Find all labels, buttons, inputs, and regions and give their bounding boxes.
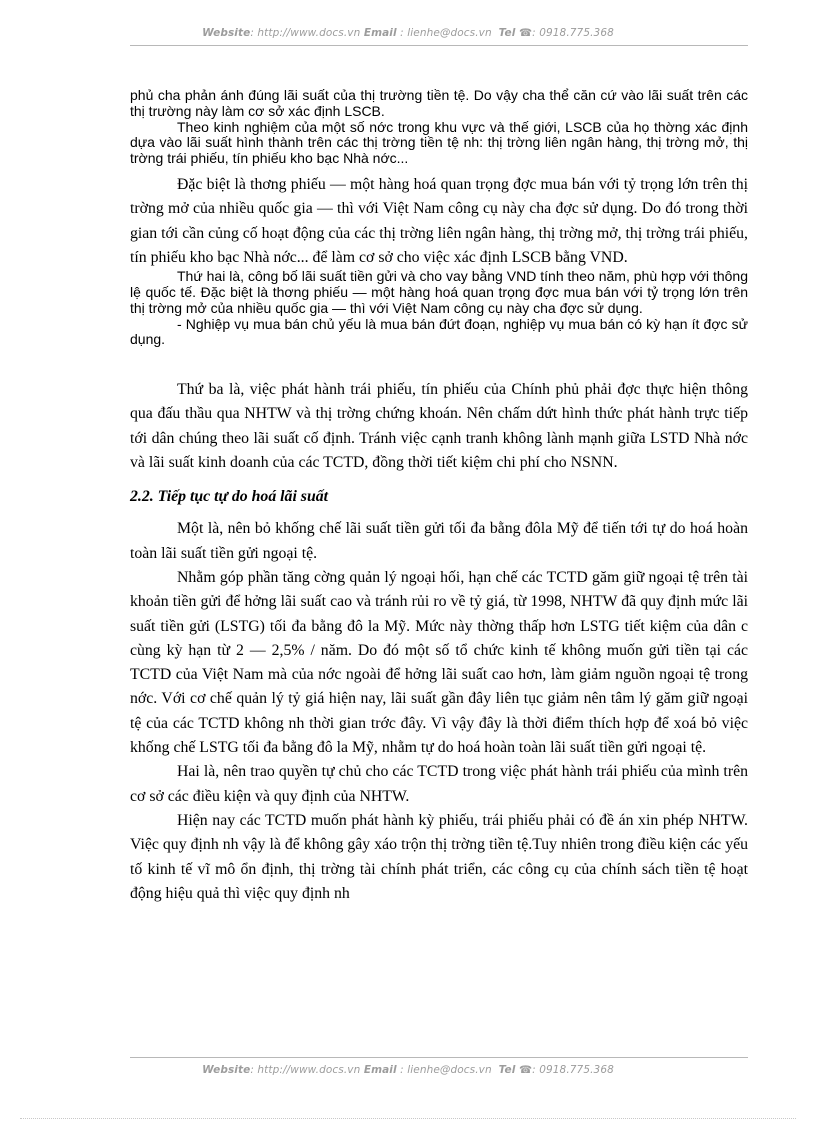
paragraph-8: Nhằm góp phần tăng cờng quản lý ngoại hối, hạn chế các TCTD găm giữ ngoại tệ trên tài khoản tiền gửi để hởng lãi suất cao và tránh rủi ro về tỷ giá, từ 1998, NHTW đã quy định mức lãi suất tiền gửi (LSTG) tối đa bằng đô la Mỹ. Mức này thờng thấp hơn LSTG tiết kiệm của dân c cùng kỳ hạn từ 2 — 2,5% / năm. Do đó một số tổ chức kinh tế không muốn gửi tiền tại các TCTD của Việt Nam mà của nớc ngoài để hởng lãi suất cao hơn, làm giảm nguồn ngoại tệ trong nớc. Với cơ chế quản lý tỷ giá hiện nay, lãi suất gần đây liên tục giảm nên tâm lý găm giữ ngoại tệ của các TCTD không nh thời gian trớc đây. Vì vậy đây là thời điểm thích hợp để xoá bỏ việc khống chế LSTG tối đa bằng đô la Mỹ, nhằm tự do hoá hoàn toàn lãi suất tiền gửi ngoại tệ.: [130, 568, 748, 757]
footer-email-address[interactable]: : lienhe@docs.vn: [400, 1064, 492, 1076]
footer-divider: [130, 1057, 748, 1058]
paragraph-4: Thứ hai là, công bố lãi suất tiền gửi và cho vay bằng VND tính theo năm, phù hợp với thông lệ quốc tế. Đặc biệt là thơng phiếu — một hàng hoá quan trọng đợc mua bán với tỷ trọng lớn trên thị trờng mở của nhiều quốc gia — thì với Việt Nam công cụ này cha đợc sử dụng.: [130, 268, 748, 316]
header-email-label: Email: [363, 27, 397, 39]
paragraph-2: Theo kinh nghiệm của một số nớc trong khu vực và thế giới, LSCB của họ thờng xác định dựa vào lãi suất hình thành trên các thị trờng tiền tệ nh: thị trờng liên ngân hàng, thị trờng mở, thị trờng trái phiếu, tín phiếu kho bạc Nhà nớc...: [130, 118, 748, 167]
paragraph-10: Hiện nay các TCTD muốn phát hành kỳ phiếu, trái phiếu phải có đề án xin phép NHTW. Việc quy định nh vậy là để không gây xáo trộn thị trờng tiền tệ.Tuy nhiên trong điều kiện các yếu tố kinh tế vĩ mô ổn định, thị trờng tài chính phát triển, các công cụ của chính sách tiền tệ hoạt động hiệu quả thì việc quy định nh: [130, 811, 748, 902]
paragraph-7: Một là, nên bỏ khống chế lãi suất tiền gửi tối đa bằng đôla Mỹ để tiến tới tự do hoá hoàn toàn lãi suất tiền gửi ngoại tệ.: [130, 520, 748, 562]
paragraph-9: Hai là, nên trao quyền tự chủ cho các TCTD trong việc phát hành trái phiếu của mình trên cơ sở các điều kiện và quy định của NHTW.: [130, 763, 748, 805]
document-body: [130, 88, 748, 906]
page-header: [0, 27, 816, 39]
footer-website-label: Website: [202, 1064, 251, 1076]
phone-icon: ☎: [518, 1064, 533, 1076]
header-website-url[interactable]: : http://www.docs.vn: [250, 27, 361, 39]
page-footer: [0, 1064, 816, 1076]
paragraph-6: Thứ ba là, việc phát hành trái phiếu, tín phiếu của Chính phủ phải đợc thực hiện thông qua đấu thầu qua NHTW và thị trờng chứng khoán. Nên chấm dứt hình thức phát hành trực tiếp tới dân chúng theo lãi suất cố định. Tránh việc cạnh tranh không lành mạnh giữa LSTD Nhà nớc và lãi suất kinh doanh của các TCTD, đồng thời tiết kiệm chi phí cho NSNN.: [130, 381, 748, 472]
header-website-label: Website: [202, 27, 251, 39]
section-heading: 2.2. Tiếp tục tự do hoá lãi suất: [130, 488, 329, 506]
phone-icon: ☎: [518, 27, 533, 39]
header-tel-number: : 0918.775.368: [532, 27, 614, 39]
header-divider: [130, 45, 748, 46]
page-bottom-border: [20, 1118, 796, 1119]
header-email-address[interactable]: : lienhe@docs.vn: [400, 27, 492, 39]
footer-tel-number: : 0918.775.368: [532, 1064, 614, 1076]
footer-website-url[interactable]: : http://www.docs.vn: [250, 1064, 361, 1076]
footer-tel-label: Tel: [498, 1064, 516, 1076]
footer-email-label: Email: [363, 1064, 397, 1076]
paragraph-1: phủ cha phản ánh đúng lãi suất của thị trường tiền tệ. Do vậy cha thể căn cứ vào lãi suất trên các thị trường này làm cơ sở xác định LSCB.: [130, 87, 748, 119]
paragraph-3: Đặc biệt là thơng phiếu — một hàng hoá quan trọng đợc mua bán với tỷ trọng lớn trên thị trờng mở của nhiều quốc gia — thì với Việt Nam công cụ này cha đợc sử dụng. Do đó trong thời gian tới cần củng cố hoạt động của các thị trờng liên ngân hàng, thị trờng mở, thị trờng trái phiếu, tín phiếu kho bạc Nhà nớc... để làm cơ sở cho việc xác định LSCB bằng VND.: [130, 175, 748, 266]
paragraph-5: - Nghiệp vụ mua bán chủ yếu là mua bán đứt đoạn, nghiệp vụ mua bán có kỳ hạn ít đợc sử dụng.: [130, 315, 748, 348]
header-tel-label: Tel: [498, 27, 516, 39]
